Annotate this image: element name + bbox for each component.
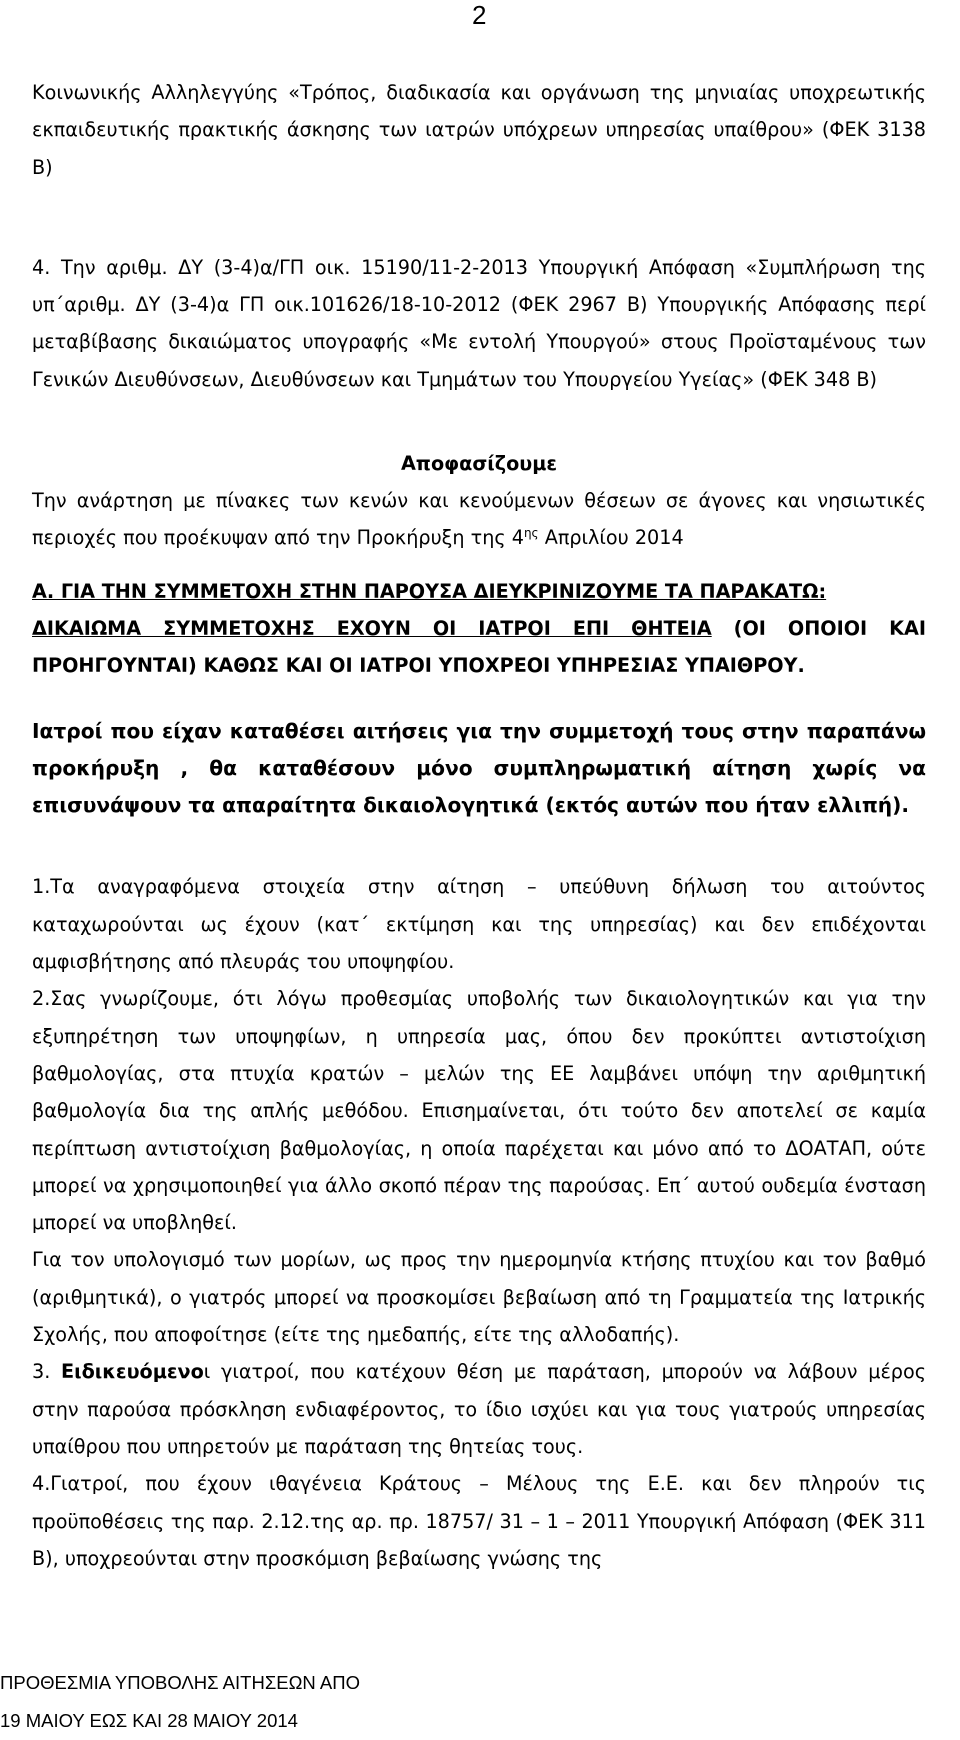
section-a-title: Α. ΓΙΑ ΤΗΝ ΣΥΜΜΕΤΟΧΗ ΣΤΗΝ ΠΑΡΟΥΣΑ ΔΙΕΥΚΡΙΝΙΖΟΥΜΕ ΤΑ ΠΑΡΑΚΑΤΩ: — [32, 579, 827, 603]
document-body — [32, 74, 926, 1577]
section-a-rights — [32, 610, 926, 685]
decision-heading: Αποφασίζουμε — [400, 452, 558, 476]
footer-line-1: ΠΡΟΘΕΣΜΙΑ ΥΠΟΒΟΛΗΣ ΑΙΤΗΣΕΩΝ ΑΠΟ — [0, 1672, 361, 1693]
section-a-rights-underlined: ΔΙΚΑΙΩΜΑ ΣΥΜΜΕΤΟΧΗΣ ΕΧΟΥΝ ΟΙ ΙΑΤΡΟΙ ΕΠΙ ΘΗΤΕΙΑ — [32, 616, 712, 640]
list-item-1: 1.Τα αναγραφόμενα στοιχεία στην αίτηση – υπεύθυνη δήλωση του αιτούντος καταχωρούνται ως έχουν (κατ΄ εκτίμηση και της υπηρεσίας) και δεν επιδέχονται αμφισβήτησης από πλευράς του υποψηφίου. — [32, 875, 926, 974]
section-a-rights-rest: (ΟΙ ΟΠΟΙΟΙ ΚΑΙ ΠΡΟΗΓΟΥΝΤΑΙ) ΚΑΘΩΣ ΚΑΙ ΟΙ ΙΑΤΡΟΙ ΥΠΟΧΡΕΟΙ ΥΠΗΡΕΣΙΑΣ ΥΠΑΙΘΡΟΥ. — [32, 616, 926, 678]
list-item-3 — [32, 1353, 926, 1465]
list-item-2-continued: Για τον υπολογισμό των μορίων, ως προς την ημερομηνία κτήσης πτυχίου και τον βαθμό (αριθμητικά), ο γιατρός μπορεί να προσκομίσει βεβαίωση από τη Γραμματεία της Ιατρικής Σχολής, που αποφοίτησε (είτε της ημεδαπής, είτε της αλλοδαπής). — [32, 1248, 926, 1347]
paragraph-item-4-decision: 4. Την αριθμ. ΔΥ (3-4)α/ΓΠ οικ. 15190/11-2-2013 Υπουργική Απόφαση «Συμπλήρωση της υπ΄αριθμ. ΔΥ (3-4)α ΓΠ οικ.101626/18-10-2012 (ΦΕΚ 2967 Β) Υπουργικής Απόφασης περί μεταβίβασης δικαιώματος υπογραφής «Με εντολή Υπουργού» στους Προϊσταμένους των Γενικών Διευθύνσεων, Διευθύνσεων και Τμημάτων του Υπουργείου Υγείας» (ΦΕΚ 348 Β) — [32, 255, 926, 391]
list-item-2: 2.Σας γνωρίζουμε, ότι λόγω προθεσμίας υποβολής των δικαιολογητικών και για την εξυπηρέτηση των υποψηφίων, η υπηρεσία μας, όπου δεν προκύπτει αντιστοίχιση βαθμολογίας, στα πτυχία κρατών – μελών της ΕΕ λαμβάνει υπόψη την αριθμητική βαθμολογία δια της απλής μεθόδου. Επισημαίνεται, ότι τούτο δεν αποτελεί σε καμία περίπτωση αντιστοίχιση βαθμολογίας, η οποία παρέχεται και μόνο από το ΔΟΑΤΑΠ, ούτε μπορεί να χρησιμοποιηθεί για άλλο σκοπό πέραν της παρούσας. Επ΄ αυτού ουδεμία ένσταση μπορεί να υποβληθεί. — [32, 987, 926, 1235]
list-item-4: 4.Γιατροί, που έχουν ιθαγένεια Κράτους – Μέλους της Ε.Ε. και δεν πληρούν τις προϋποθέσεις της παρ. 2.12.της αρ. πρ. 18757/ 31 – 1 – 2011 Υπουργική Απόφαση (ΦΕΚ 311 Β), υποχρεούνται στην προσκόμιση βεβαίωσης γνώσης της — [32, 1472, 926, 1570]
decision-text — [32, 482, 926, 557]
list-item-3-number: 3. — [32, 1360, 62, 1384]
decision-superscript: ης — [523, 526, 539, 541]
list-item-3-bold: Ειδικευόμενο — [61, 1360, 204, 1384]
lead-paragraph: Ιατροί που είχαν καταθέσει αιτήσεις για την συμμετοχή τους στην παραπάνω προκήρυξη , θα καταθέσουν μόνο συμπληρωματική αίτηση χωρίς να επισυνάψουν τα απαραίτητα δικαιολογητικά (εκτός αυτών που ήταν ελλιπή). — [32, 718, 926, 818]
footer-line-2: 19 ΜΑΙΟΥ ΕΩΣ ΚΑΙ 28 ΜΑΙΟΥ 2014 — [0, 1710, 298, 1731]
paragraph-fek-3138: Κοινωνικής Αλληλεγγύης «Τρόπος, διαδικασία και οργάνωση της μηνιαίας υποχρεωτικής εκπαιδευτικής πρακτικής άσκησης των ιατρών υπόχρεων υπηρεσίας υπαίθρου» (ΦΕΚ 3138 Β) — [32, 81, 926, 179]
list-item-3-rest: ι γιατροί, που κατέχουν θέση με παράταση, μπορούν να λάβουν μέρος στην παρούσα πρόσκληση ενδιαφέροντος, το ίδιο ισχύει και για τους γιατρούς υπηρεσίας υπαίθρου που υπηρετούν με παράταση της θητείας τους. — [32, 1360, 926, 1458]
decision-text-date: Απριλίου 2014 — [538, 526, 684, 550]
deadline-footer — [0, 1664, 360, 1740]
page-number: 2 — [472, 0, 487, 30]
decision-text-main: Την ανάρτηση με πίνακες των κενών και κενούμενων θέσεων σε άγονες και νησιωτικές περιοχές που προέκυψαν από την Προκήρυξη της 4 — [32, 489, 926, 550]
